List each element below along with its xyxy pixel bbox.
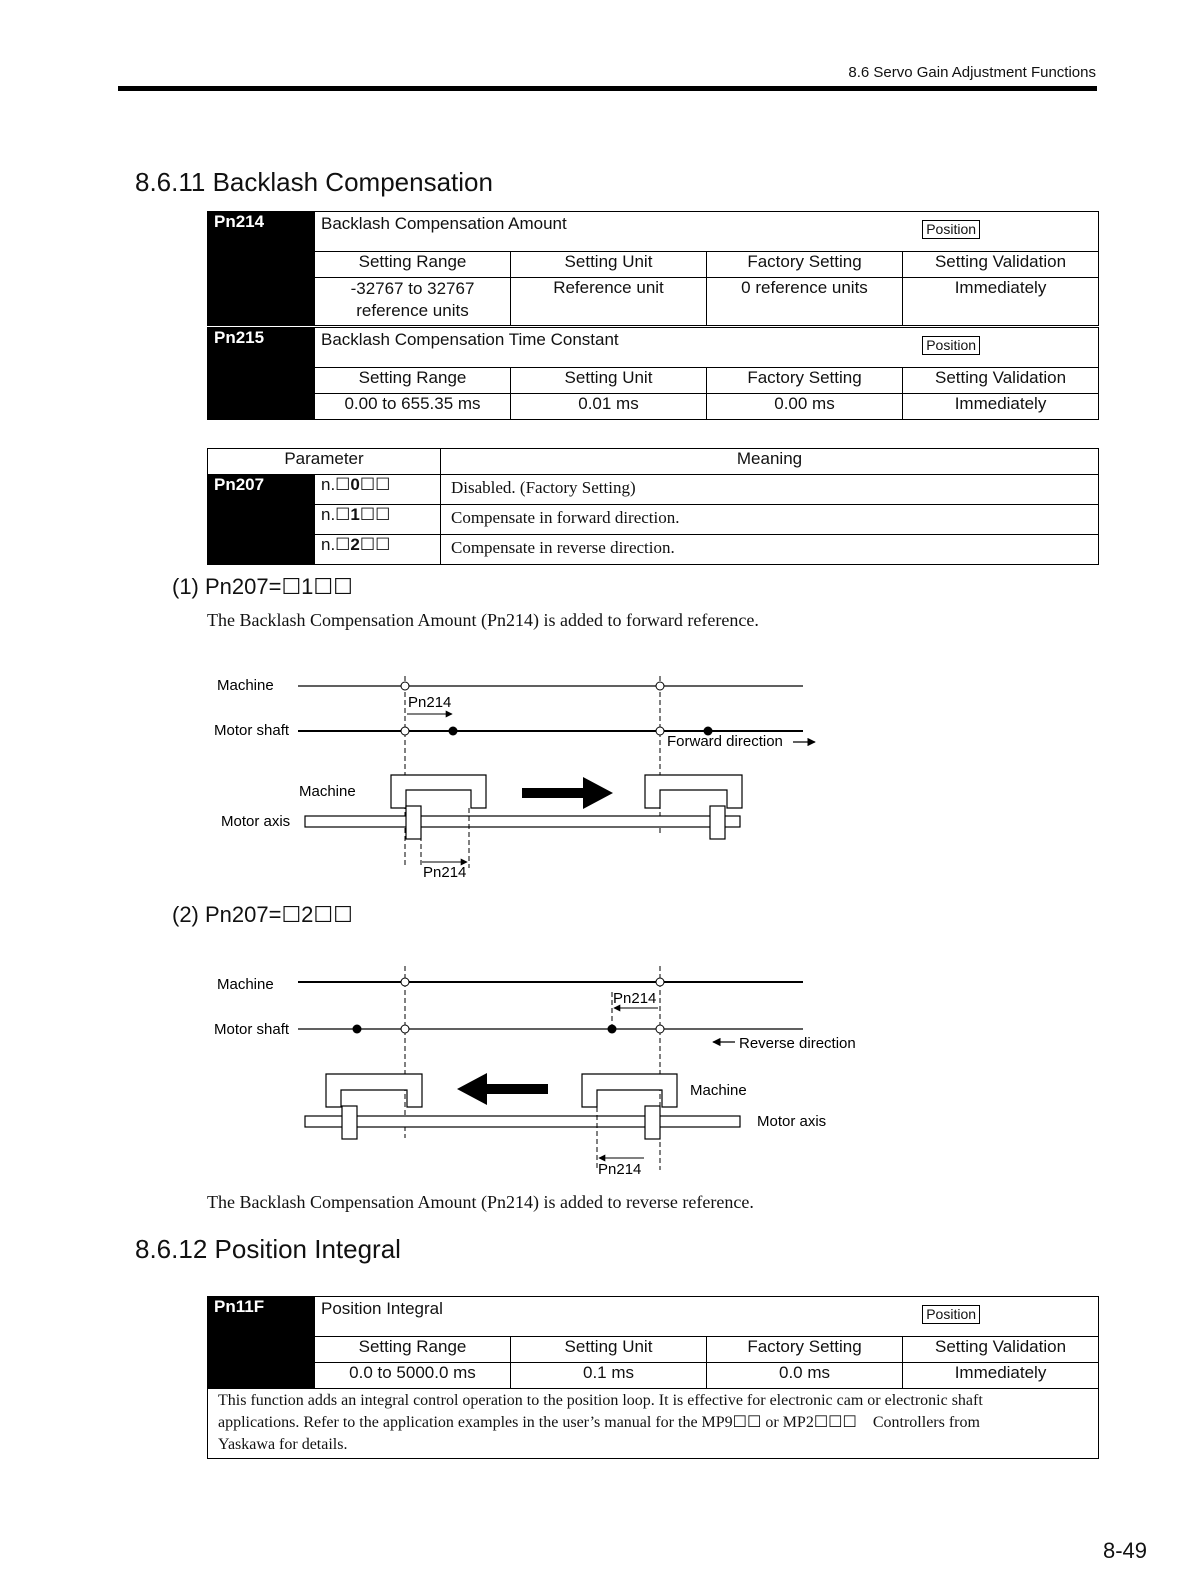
pn215-h-unit: Setting Unit (511, 368, 707, 394)
pn207-meaning-2: Compensate in reverse direction. (441, 535, 1099, 565)
d1-machine-bracket-right (645, 775, 742, 808)
pn215-factory: 0.00 ms (707, 394, 903, 420)
pn207-meaning-0: Disabled. (Factory Setting) (441, 475, 1099, 505)
pn207-id: Pn207 (208, 475, 315, 565)
d1-block-left (406, 806, 421, 839)
pn11f-note (208, 1389, 1099, 1459)
pn215-valid: Immediately (903, 394, 1099, 420)
d2-motor-shaft-label: Motor shaft (214, 1021, 290, 1038)
pn207-code-0: n.☐0☐☐ (315, 475, 441, 505)
d2-marker (656, 1025, 664, 1033)
pn11f-h-range: Setting Range (315, 1337, 511, 1363)
diagram-reverse (214, 966, 856, 1178)
d2-machine-bracket-left (326, 1074, 422, 1107)
pn11f-name: Position Integral (321, 1299, 443, 1318)
pn214-name: Backlash Compensation Amount (321, 214, 567, 233)
d1-pn214b-label: Pn214 (423, 864, 467, 881)
d1-machine2-label: Machine (299, 783, 356, 800)
pn11f-name-cell (315, 1297, 1099, 1337)
pn11f-note-line2: applications. Refer to the application examples in the user’s manual for the MP9☐☐ or MP2☐☐☐ Controllers from (218, 1414, 980, 1431)
pn215-id: Pn215 (208, 328, 315, 420)
d2-machine-label: Machine (217, 976, 274, 993)
pn215-range: 0.00 to 655.35 ms (315, 394, 511, 420)
pn215-name: Backlash Compensation Time Constant (321, 330, 619, 349)
d1-machine-label: Machine (217, 677, 274, 694)
case2-text: The Backlash Compensation Amount (Pn214) is added to reverse reference. (207, 1192, 754, 1212)
d1-marker (401, 682, 409, 690)
d1-machine-bracket-left (391, 775, 486, 808)
d2-pn214b-label: Pn214 (598, 1161, 642, 1178)
d1-marker (656, 727, 664, 735)
d1-pn214-label: Pn214 (408, 694, 452, 711)
d2-direction-label: Reverse direction (739, 1035, 856, 1052)
d2-block-right (645, 1106, 660, 1139)
case1-title: (1) Pn207=☐1☐☐ (172, 574, 353, 599)
d1-marker (401, 727, 409, 735)
pn214-id: Pn214 (208, 212, 315, 326)
case2-title: (2) Pn207=☐2☐☐ (172, 902, 353, 927)
d2-pn214-label: Pn214 (613, 990, 657, 1007)
pn207-h-meaning: Meaning (441, 449, 1099, 475)
pn11f-h-factory: Factory Setting (707, 1337, 903, 1363)
pn207-meaning-1: Compensate in forward direction. (441, 505, 1099, 535)
pn215-unit: 0.01 ms (511, 394, 707, 420)
d2-machine2-label: Machine (690, 1082, 747, 1099)
d2-motor-axis-bar (305, 1116, 740, 1127)
case1-text: The Backlash Compensation Amount (Pn214) is added to forward reference. (207, 610, 759, 630)
d1-dot (449, 727, 458, 736)
page-number: 8-49 (1102, 1538, 1147, 1563)
pn214-h-unit: Setting Unit (511, 252, 707, 278)
d2-machine-bracket-right (582, 1074, 677, 1107)
pn207-code-1: n.☐1☐☐ (315, 505, 441, 535)
diagram-forward (214, 676, 815, 881)
pn11f-id: Pn11F (208, 1297, 315, 1389)
pn11f-h-unit: Setting Unit (511, 1337, 707, 1363)
pn11f-note-line1: This function adds an integral control operation to the position loop. It is effective for electronic cam or electronic shaft (218, 1392, 983, 1409)
pn11f-range: 0.0 to 5000.0 ms (315, 1363, 511, 1389)
d1-block-right (710, 806, 725, 839)
pn215-h-valid: Setting Validation (903, 368, 1099, 394)
d1-direction-label: Forward direction (667, 733, 783, 750)
pn11f-h-valid: Setting Validation (903, 1337, 1099, 1363)
d2-marker (401, 1025, 409, 1033)
pn214-h-range: Setting Range (315, 252, 511, 278)
pn11f-table (207, 1296, 1099, 1459)
d2-block-left (342, 1106, 357, 1139)
d2-dot (353, 1025, 362, 1034)
pn215-position-badge: Position (922, 336, 980, 355)
d1-motor-axis-label: Motor axis (221, 813, 291, 830)
pn215-h-range: Setting Range (315, 368, 511, 394)
pn214-position-badge: Position (922, 220, 980, 239)
pn214-range-line1: -32767 to 32767 (350, 279, 475, 298)
pn214-range-line2: reference units (356, 301, 469, 320)
section-title-position-integral: 8.6.12 Position Integral (135, 1234, 401, 1264)
pn214-valid: Immediately (903, 278, 1099, 326)
pn11f-unit: 0.1 ms (511, 1363, 707, 1389)
pn207-h-param: Parameter (208, 449, 441, 475)
pn11f-note-line3: Yaskawa for details. (218, 1436, 348, 1453)
d2-motor-axis-label: Motor axis (757, 1113, 827, 1130)
pn214-h-valid: Setting Validation (903, 252, 1099, 278)
running-header: 8.6 Servo Gain Adjustment Functions (848, 64, 1096, 81)
pn215-h-factory: Factory Setting (707, 368, 903, 394)
d2-marker (656, 978, 664, 986)
pn214-factory: 0 reference units (707, 278, 903, 326)
pn11f-position-badge: Position (922, 1305, 980, 1324)
d1-motor-shaft-label: Motor shaft (214, 722, 290, 739)
pn207-code-2: n.☐2☐☐ (315, 535, 441, 565)
pn11f-valid: Immediately (903, 1363, 1099, 1389)
d1-motor-axis-bar (305, 816, 740, 827)
section-title-backlash: 8.6.11 Backlash Compensation (135, 167, 493, 197)
pn214-h-factory: Factory Setting (707, 252, 903, 278)
d1-big-arrow-right (522, 777, 613, 809)
pn11f-factory: 0.0 ms (707, 1363, 903, 1389)
d1-marker (656, 682, 664, 690)
d2-marker (401, 978, 409, 986)
pn214-unit: Reference unit (511, 278, 707, 326)
d2-big-arrow-left (457, 1073, 548, 1105)
